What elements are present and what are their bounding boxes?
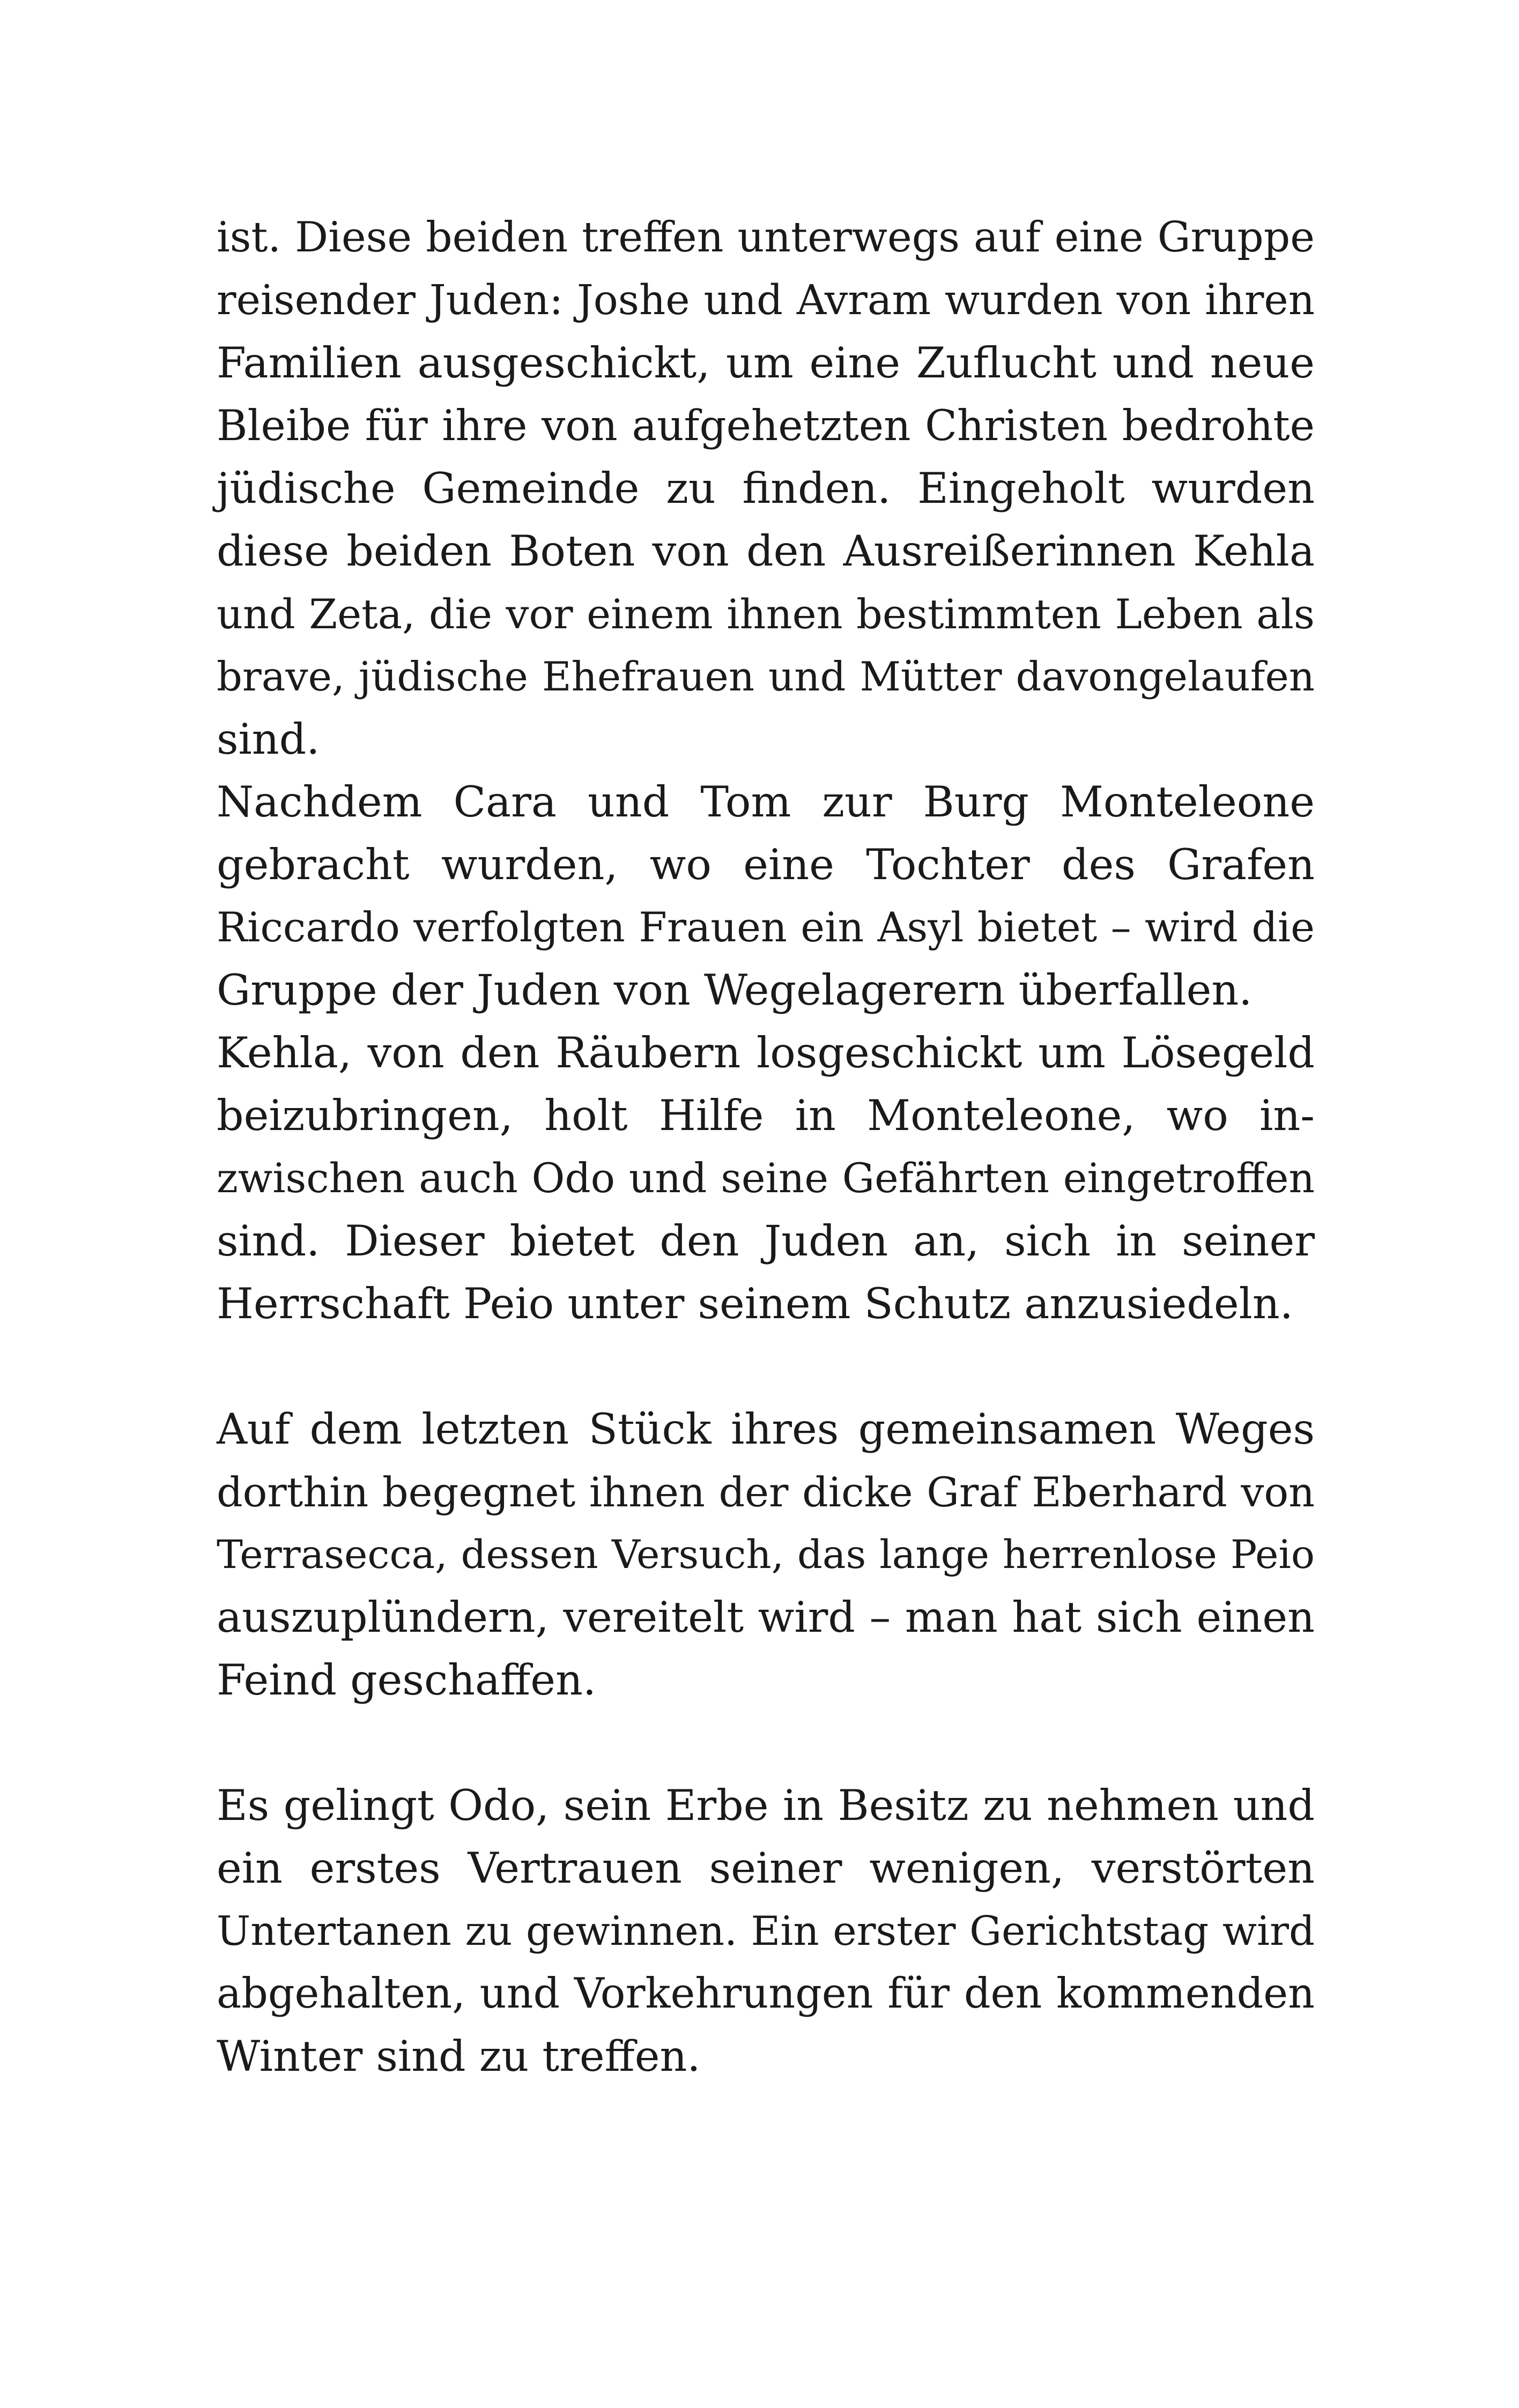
- text-line: ein erstes Vertrauen seiner wenigen, verstörten: [217, 1844, 1315, 1893]
- text-line: Auf dem letzten Stück ihres gemeinsamen Weges: [217, 1404, 1315, 1454]
- paragraph: [217, 1398, 1315, 1712]
- text-line: dorthin begegnet ihnen der dicke Graf Eberhard von: [217, 1468, 1315, 1516]
- paragraph-gap: [217, 1335, 1315, 1398]
- text-line: Kehla, von den Räubern losgeschickt um Lösegeld: [217, 1028, 1315, 1077]
- text-line: brave, jüdische Ehefrauen und Mütter davongelaufen: [217, 653, 1315, 700]
- paragraph: [217, 1774, 1315, 2088]
- text-line: zwischen auch Odo und seine Gefährten eingetroffen: [217, 1155, 1315, 1202]
- text-line: Familien ausgeschickt, um eine Zuflucht und neue: [217, 338, 1315, 388]
- text-line: Gruppe der Juden von Wegelagerern überfallen.: [217, 965, 1253, 1015]
- paragraph: [217, 771, 1315, 1022]
- text-line: Bleibe für ihre von aufgehetzten Christen bedrohte: [217, 402, 1315, 450]
- text-line: gebracht wurden, wo eine Tochter des Grafen: [217, 840, 1315, 889]
- text-line: und Zeta, die vor einem ihnen bestimmten Leben als: [217, 590, 1315, 638]
- text-line: Winter sind zu treffen.: [217, 2032, 701, 2081]
- body-text: [217, 206, 1315, 2088]
- text-line: Nachdem Cara und Tom zur Burg Monteleone: [217, 777, 1315, 827]
- text-line: Riccardo verfolgten Frauen ein Asyl bietet – wird die: [217, 904, 1315, 951]
- paragraph: [217, 206, 1315, 771]
- text-line: sind.: [217, 715, 320, 764]
- paragraph: [217, 1022, 1315, 1335]
- text-line: Untertanen zu gewinnen. Ein erster Gerichtstag wird: [217, 1907, 1315, 1954]
- text-line: ist. Diese beiden treffen unterwegs auf eine Gruppe: [217, 213, 1315, 262]
- text-line: beizubringen, holt Hilfe in Monteleone, wo in-: [217, 1091, 1315, 1140]
- text-line: diese beiden Boten von den Ausreißerinnen Kehla: [217, 526, 1315, 576]
- text-line: auszuplündern, vereitelt wird – man hat sich einen: [217, 1593, 1315, 1642]
- text-line: Terrasecca, dessen Versuch, das lange herrenlose Peio: [217, 1532, 1315, 1578]
- text-line: Feind geschaffen.: [217, 1655, 597, 1705]
- text-line: sind. Dieser bietet den Juden an, sich in seiner: [217, 1216, 1315, 1266]
- text-line: Herrschaft Peio unter seinem Schutz anzusiedeln.: [217, 1279, 1293, 1328]
- text-line: Es gelingt Odo, sein Erbe in Besitz zu nehmen und: [217, 1781, 1315, 1830]
- text-line: jüdische Gemeinde zu finden. Eingeholt wurden: [217, 464, 1315, 513]
- paragraph-gap: [217, 1712, 1315, 1774]
- text-line: reisender Juden: Joshe und Avram wurden von ihren: [217, 277, 1315, 324]
- text-line: abgehalten, und Vorkehrungen für den kommenden: [217, 1969, 1315, 2018]
